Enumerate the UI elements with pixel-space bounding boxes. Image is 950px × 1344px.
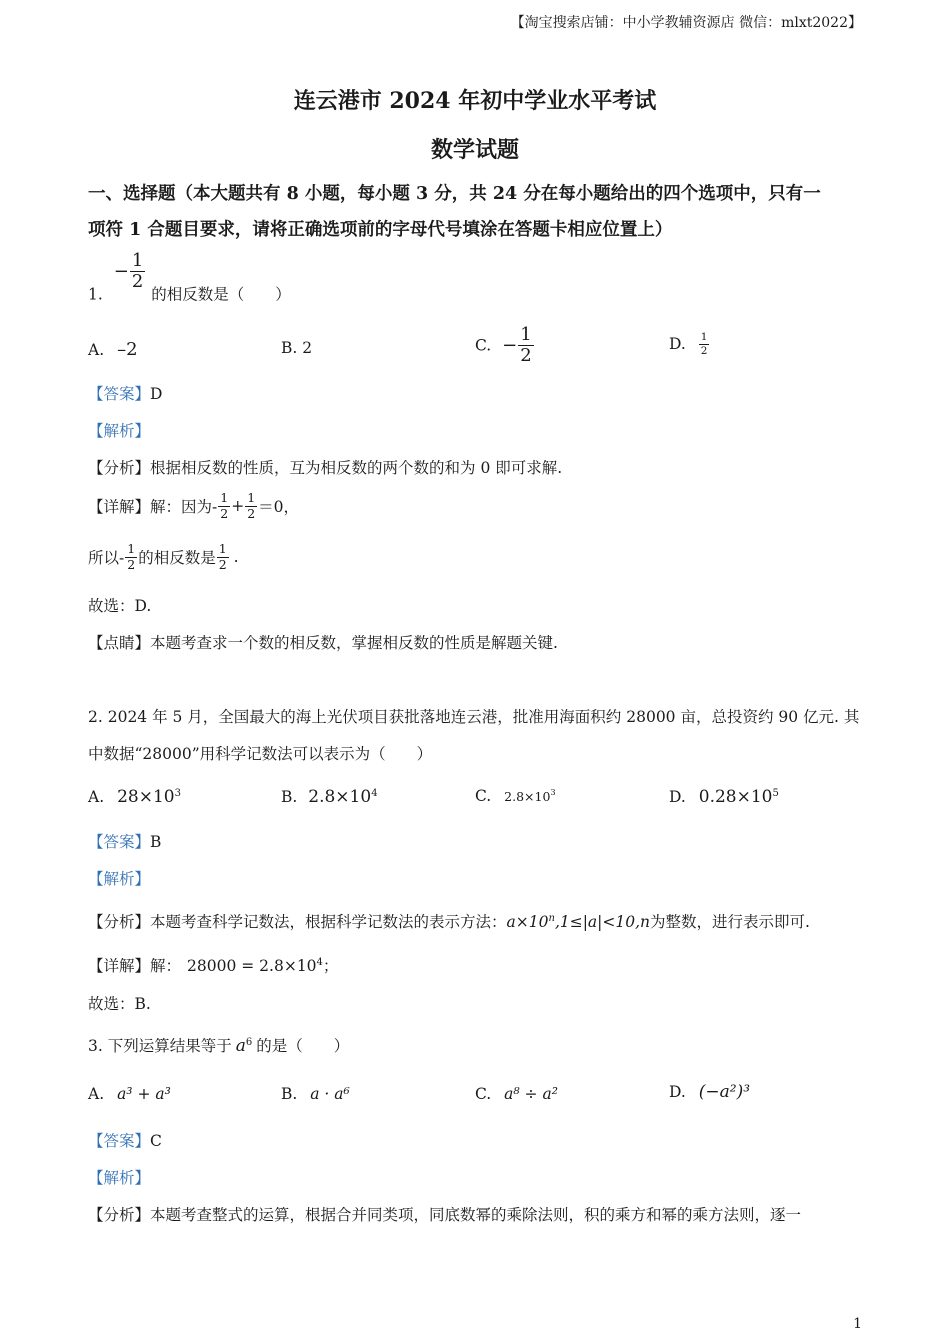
q1-option-b: B. 2 — [281, 339, 313, 357]
q2-stem-line2: 中数据“28000”用科学记数法可以表示为（ ） — [88, 745, 433, 763]
q1-number: 1. — [88, 285, 103, 304]
q2-detail: 【详解】解： $28000 = 2.8\times 10^4$； — [88, 956, 339, 975]
q1-stem — [88, 250, 291, 305]
q2-analysis-label: 【解析】 — [88, 870, 151, 888]
q3-analysis-label: 【解析】 — [88, 1169, 151, 1187]
q3-answer: 【答案】C — [88, 1132, 162, 1150]
q1-conclusion: 故选：D. — [88, 597, 152, 615]
header-note: 【淘宝搜索店铺：中小学教辅资源店 微信：mlxt2022】 — [510, 15, 862, 31]
q3-option-a: A. a³ + a³ — [88, 1085, 171, 1103]
q1-stem-suffix: 的相反数是（ ） — [151, 285, 291, 304]
q2-stem-line1: 2. 2024 年 5 月，全国最大的海上光伏项目获批落地连云港，批准用海面积约 28000 亩，总投资约 90 亿元. 其 — [88, 708, 860, 726]
q1-option-c: C. − $\frac{1}{2}$ — [475, 324, 532, 366]
q3-option-c: C. a⁸ ÷ a² — [475, 1085, 558, 1103]
q2-fenxi: 【分析】本题考查科学记数法，根据科学记数法的表示方法：$a\times 10^n,1\le|a|<10,n$为整数，进行表示即可. — [88, 912, 810, 931]
q1-detail: 【详解】解：因为- $\frac{1}{2}$ + $\frac{1}{2}$ ＝0， — [88, 490, 300, 521]
q2-option-a: A. $28\times 10^3$ — [88, 787, 181, 807]
q3-option-b: B. a · a⁶ — [281, 1085, 350, 1103]
q1-fenxi: 【分析】根据相反数的性质，互为相反数的两个数的和为 0 即可求解. — [88, 459, 563, 477]
q3-stem: 3. 下列运算结果等于 $a^6$ 的是（ ） — [88, 1036, 350, 1056]
page-title: 连云港市 2024 年初中学业水平考试 — [293, 88, 657, 114]
q1-answer: 【答案】D — [88, 385, 163, 403]
q1-option-a: A. –2 — [88, 339, 138, 360]
q1-detail-line2: 所以- $\frac{1}{2}$ 的相反数是 $\frac{1}{2}$ . — [88, 541, 239, 572]
q2-answer: 【答案】B — [88, 833, 162, 851]
section-heading-line2: 项符 1 合题目要求，请将正确选项前的字母代号填涂在答题卡相应位置上） — [88, 220, 673, 240]
q1-fraction: − $\frac{1}{2}$ — [113, 250, 144, 292]
q2-conclusion: 故选：B. — [88, 995, 151, 1013]
q2-option-d: D. $0.28\times 10^5$ — [669, 787, 779, 807]
q3-option-d: D. (−a²)³ — [669, 1082, 751, 1102]
q3-fenxi: 【分析】本题考查整式的运算，根据合并同类项，同底数幂的乘除法则，积的乘方和幂的乘方法则，逐一 — [88, 1206, 802, 1224]
q1-option-d: D. $\frac{1}{2}$ — [669, 331, 708, 357]
page-subtitle: 数学试题 — [430, 137, 519, 163]
section-heading-line1: 一、选择题（本大题共有 8 小题，每小题 3 分，共 24 分在每小题给出的四个选项中，只有一 — [88, 184, 821, 204]
q1-comment: 【点睛】本题考查求一个数的相反数，掌握相反数的性质是解题关键. — [88, 634, 558, 652]
q2-option-b: B. $2.8\times 10^4$ — [281, 787, 378, 807]
page-number: 1 — [853, 1316, 862, 1332]
q1-analysis-label: 【解析】 — [88, 422, 151, 440]
q2-option-c: C. $2.8\times 10^3$ — [475, 787, 556, 805]
